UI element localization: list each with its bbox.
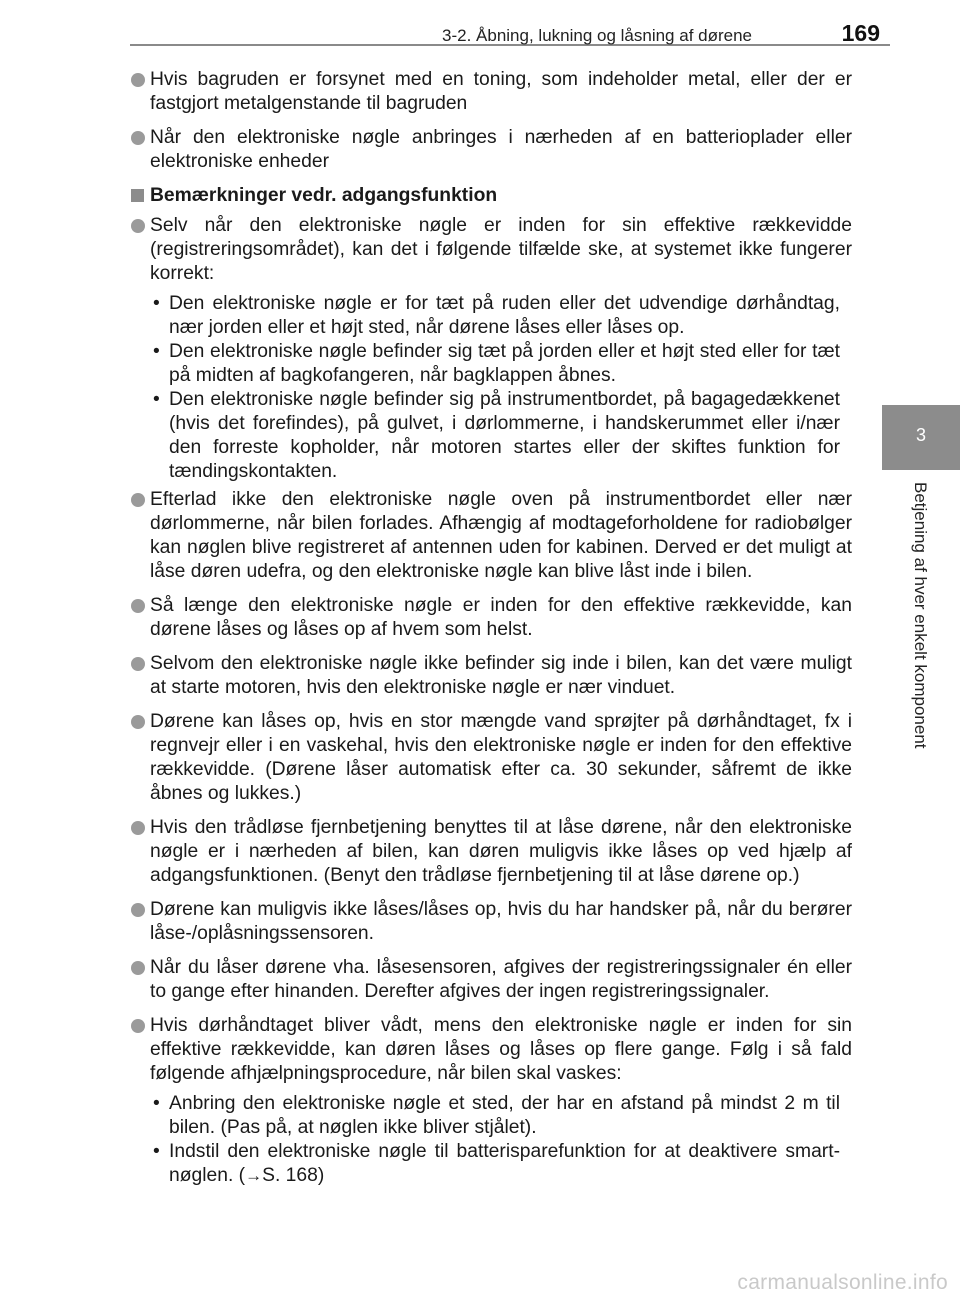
- section-title: 3-2. Åbning, lukning og låsning af dørene: [442, 26, 752, 45]
- list-item: Dørene kan låses op, hvis en stor mængde vand sprøjter på dørhåndtaget, fx i regnvejr eller i en vaskehal, hvis den elektroniske nøgle er inden for den effektive rækkevidde. (Dørene låser automatisk efter ca. 30 sekunder, såfremt de ikke åbnes og lukkes.): [130, 710, 852, 806]
- section-heading: Bemærkninger vedr. adgangsfunktion: [130, 184, 852, 208]
- list-item: Selvom den elektroniske nøgle ikke befinder sig inde i bilen, kan det være muligt at starte motoren, hvis den elektroniske nøgle er nær vinduet.: [130, 652, 852, 700]
- sub-list-item: • Anbring den elektroniske nøgle et sted, der har en afstand på mindst 2 m til bilen. (Pas på, at nøglen ikke bliver stjålet).: [153, 1093, 840, 1138]
- sub-list: [150, 292, 840, 484]
- bullet-dot-icon: [131, 493, 145, 507]
- bullet-dot-icon: [131, 657, 145, 671]
- list-item: Når den elektroniske nøgle anbringes i nærheden af en batterioplader eller elektroniske enheder: [130, 126, 852, 174]
- sub-list-item: • Indstil den elektroniske nøgle til batterisparefunktion for at deaktivere smart-nøglen. (→S. 168): [153, 1141, 840, 1186]
- bullet-dot-icon: [131, 599, 145, 613]
- page-content: [130, 68, 852, 1192]
- bullet-dot-icon: [131, 961, 145, 975]
- list-item: Hvis dørhåndtaget bliver vådt, mens den elektroniske nøgle er inden for sin effektive rækkevidde, kan døren låses og låses op flere gange. Følg i så fald følgende afhjælpningsprocedure, når bilen skal vaskes:: [130, 1014, 852, 1086]
- chapter-number: 3: [915, 425, 926, 445]
- bullet-dot-icon: [131, 131, 145, 145]
- sub-list: [150, 1092, 840, 1188]
- bullet-dot-icon: [131, 903, 145, 917]
- page-header: [130, 14, 890, 46]
- bullet-dot-icon: [131, 1019, 145, 1033]
- sub-list-item: • Den elektroniske nøgle befinder sig tæt på jorden eller et højt sted eller for tæt på midten af bagkofangeren, når bagklappen åbnes.: [153, 341, 840, 386]
- small-bullet-icon: •: [153, 293, 160, 314]
- list-item: Dørene kan muligvis ikke låses/låses op, hvis du har handsker på, når du berører låse-/oplåsningssensoren.: [130, 898, 852, 946]
- list-item: Når du låser dørene vha. låsesensoren, afgives der registreringssignaler én eller to gange efter hinanden. Derefter afgives der ingen registreringssignaler.: [130, 956, 852, 1004]
- small-bullet-icon: •: [153, 1093, 160, 1114]
- reference-arrow-icon: →: [245, 1166, 263, 1185]
- small-bullet-icon: •: [153, 341, 160, 362]
- chapter-title: Betjening af hver enkelt komponent: [911, 482, 930, 749]
- list-item: Så længe den elektroniske nøgle er inden for den effektive rækkevidde, kan dørene låses og låses op af hvem som helst.: [130, 594, 852, 642]
- page-reference-link[interactable]: S. 168): [262, 1165, 325, 1186]
- list-item: Hvis den trådløse fjernbetjening benyttes til at låse dørene, når den elektroniske nøgle er i nærheden af bilen, kan døren muligvis ikke låses op ved hjælp af adgangsfunktionen. (Benyt den trådløse fjernbetjening til at låse dørene op.): [130, 816, 852, 888]
- chapter-tab: [882, 405, 960, 470]
- small-bullet-icon: •: [153, 389, 160, 410]
- bullet-dot-icon: [131, 821, 145, 835]
- page-number: 169: [841, 20, 880, 46]
- bullet-dot-icon: [131, 715, 145, 729]
- list-item: Hvis bagruden er forsynet med en toning, som indeholder metal, eller der er fastgjort metalgenstande til bagruden: [130, 68, 852, 116]
- small-bullet-icon: •: [153, 1141, 160, 1162]
- square-bullet-icon: [131, 189, 144, 202]
- sub-list-item: • Den elektroniske nøgle er for tæt på ruden eller det udvendige dørhåndtag, nær jorden eller et højt sted, når dørene låses eller låses op.: [153, 293, 840, 338]
- bullet-dot-icon: [131, 219, 145, 233]
- bullet-dot-icon: [131, 73, 145, 87]
- sub-list-item: • Den elektroniske nøgle befinder sig på instrumentbordet, på bagagedækkenet (hvis det forefindes), på gulvet, i dørlommerne, i handskerummet eller i/nær den forreste kopholder, når motoren startes eller der skiftes funktion for tændingskontakten.: [153, 389, 840, 482]
- list-item: Selv når den elektroniske nøgle er inden for sin effektive rækkevidde (registreringsområdet), kan det i følgende tilfælde ske, at systemet ikke fungerer korrekt:: [130, 214, 852, 286]
- chapter-sidebar: [890, 482, 950, 812]
- watermark: carmanualsonline.info: [737, 1271, 948, 1294]
- list-item: Efterlad ikke den elektroniske nøgle oven på instrumentbordet eller nær dørlommerne, når bilen forlades. Afhængig af modtageforholdene for radiobølger kan nøglen blive registreret af antennen uden for kabinen. Derved er det muligt at låse døren udefra, og den elektroniske nøgle kan blive låst inde i bilen.: [130, 488, 852, 584]
